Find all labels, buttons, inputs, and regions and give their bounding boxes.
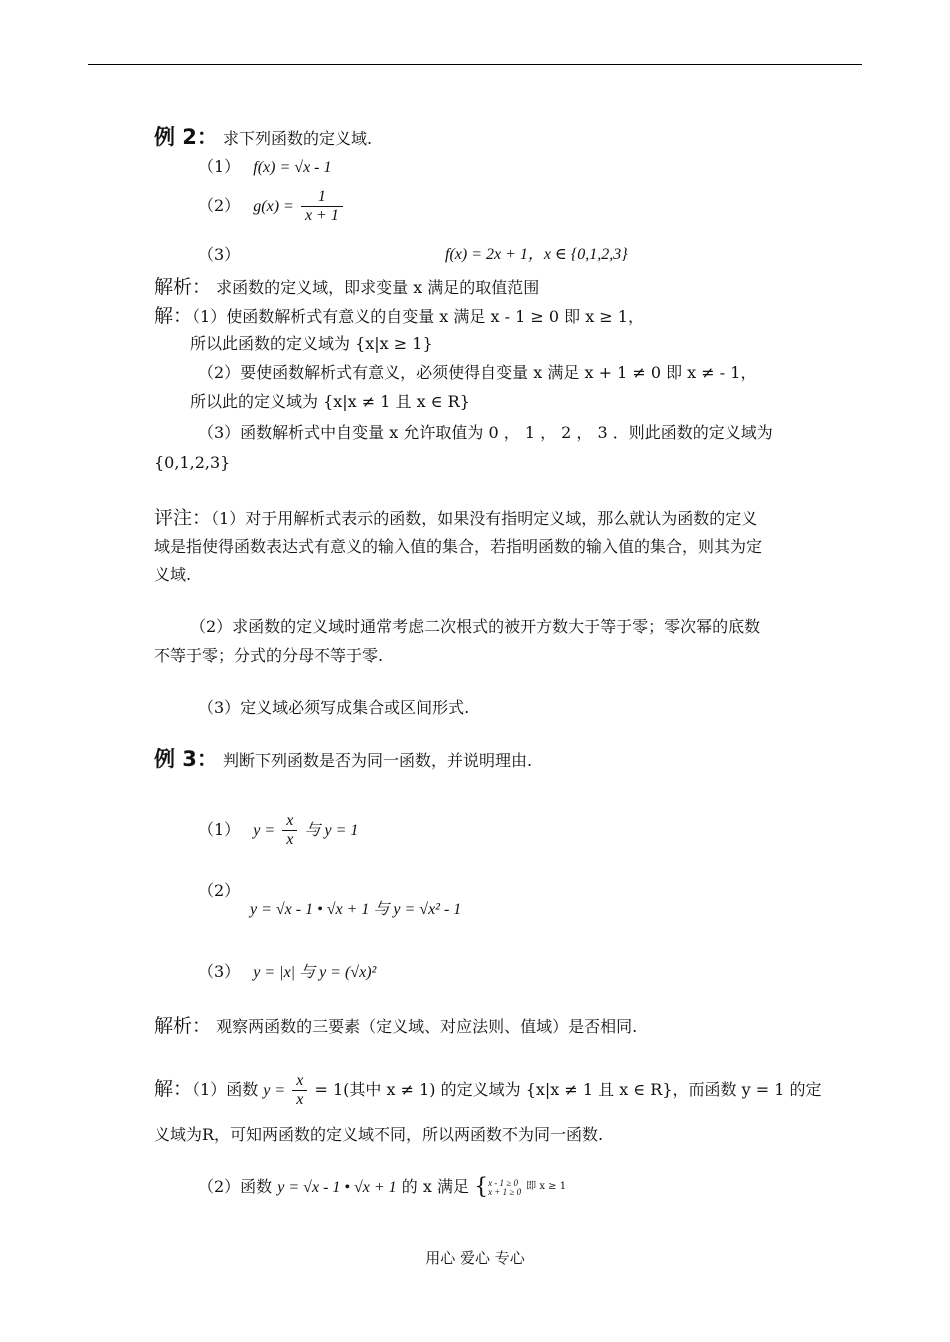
item-number: （2） xyxy=(198,881,241,900)
remark-text: （2）求函数的定义域时通常考虑二次根式的被开方数大于等于零；零次幂的底数 xyxy=(190,617,761,636)
solution-label: 解： xyxy=(154,1078,193,1100)
example-2-solution-3 xyxy=(198,422,773,444)
fraction xyxy=(292,1072,307,1109)
example-2-solution-3b xyxy=(154,452,230,474)
solution-text: {0,1,2,3} xyxy=(154,453,231,472)
remark-line-3 xyxy=(154,564,191,586)
math-expression: f(x) = √x - 1 xyxy=(253,159,332,176)
solution-text: = 1(其中 x ≠ 1) 的定义域为 {x|x ≠ 1 且 x ∈ R}，而函数 y = 1 的定 xyxy=(314,1080,822,1099)
fraction-numerator: x xyxy=(282,812,297,831)
math-expression: y = xyxy=(263,1082,286,1099)
solution-text: （1）函数 xyxy=(192,1080,259,1099)
remark-text: （3）定义域必须写成集合或区间形式. xyxy=(198,698,470,717)
example-2-heading xyxy=(154,126,372,150)
item-number: （1） xyxy=(198,157,241,176)
fraction xyxy=(282,812,297,849)
math-expression: 与 y = 1 xyxy=(304,822,359,839)
example-2-item-1 xyxy=(198,156,332,179)
example-2-solution-2b xyxy=(190,391,470,413)
solution-text: 所以此的定义域为 {x|x ≠ 1 且 x ∈ R} xyxy=(190,392,470,411)
remark-line-1 xyxy=(154,507,757,530)
solution-text: （2）要使函数解析式有意义，必须使得自变量 x 满足 x + 1 ≠ 0 即 x ≠ - 1， xyxy=(198,363,757,382)
example-3-solution-1 xyxy=(154,1072,821,1109)
fraction-denominator: x xyxy=(286,831,294,848)
solution-text: 义域为R，可知两函数的定义域不同，所以两函数不为同一函数. xyxy=(154,1125,604,1144)
remark-line-5 xyxy=(154,645,383,667)
math-expression: f(x) = 2x + 1，x ∈ {0,1,2,3} xyxy=(445,246,628,263)
remark-line-4 xyxy=(190,616,760,638)
example-3-prompt: 判断下列函数是否为同一函数，并说明理由. xyxy=(223,751,533,770)
example-3-item-2-number xyxy=(198,880,240,902)
example-3-item-3 xyxy=(198,961,376,984)
solution-text: 所以此函数的定义域为 {x|x ≥ 1} xyxy=(190,334,433,353)
analysis-label: 解析： xyxy=(154,1015,212,1037)
analysis-text: 求函数的定义域，即求变量 x 满足的取值范围 xyxy=(216,278,540,297)
remark-label: 评注： xyxy=(154,507,212,529)
example-3-analysis xyxy=(154,1015,637,1038)
inequality-system xyxy=(488,1179,521,1197)
remark-text: 义域. xyxy=(154,565,192,584)
example-3-item-2 xyxy=(250,898,461,921)
math-expression: y = √x - 1 • √x + 1 与 y = √x² - 1 xyxy=(250,901,462,918)
example-3-solution-1b xyxy=(154,1124,603,1146)
fraction-numerator: x xyxy=(292,1072,307,1091)
item-number: （3） xyxy=(198,962,241,981)
math-expression: g(x) = xyxy=(253,198,294,215)
item-number: （3） xyxy=(198,245,241,264)
solution-text: （3）函数解析式中自变量 x 允许取值为 0 ， 1 ， 2 ， 3 ．则此函数的定义域为 xyxy=(198,423,773,442)
example-2-solution-1 xyxy=(154,305,644,328)
item-number: （1） xyxy=(198,820,241,839)
page-footer: 用心 爱心 专心 xyxy=(425,1249,525,1267)
solution-label: 解： xyxy=(154,305,193,327)
brace-glyph: { xyxy=(474,1174,489,1200)
remark-text: （1）对于用解析式表示的函数，如果没有指明定义域，那么就认为函数的定义 xyxy=(211,509,758,528)
fraction xyxy=(301,188,343,225)
inequality-row: x + 1 ≥ 0 xyxy=(488,1186,522,1197)
remark-text: 域是指使得函数表达式有意义的输入值的集合，若指明函数的输入值的集合，则其为定 xyxy=(154,537,763,556)
math-expression: y = xyxy=(253,822,276,839)
remark-text: 不等于零；分式的分母不等于零. xyxy=(154,646,384,665)
solution-text: （1）使函数解析式有意义的自变量 x 满足 x - 1 ≥ 0 即 x ≥ 1， xyxy=(192,307,644,326)
example-3-title: 例 3： xyxy=(154,747,218,771)
inequality-row: x - 1 ≥ 0 xyxy=(488,1177,518,1188)
solution-text: （2）函数 xyxy=(198,1177,273,1196)
solution-text: 即 x ≥ 1 xyxy=(526,1181,567,1192)
analysis-text: 观察两函数的三要素（定义域、对应法则、值域）是否相同. xyxy=(216,1017,638,1036)
example-2-prompt: 求下列函数的定义域. xyxy=(223,129,373,148)
example-3-heading xyxy=(154,748,532,772)
remark-line-2 xyxy=(154,536,762,558)
example-2-item-3 xyxy=(198,244,628,266)
example-2-analysis xyxy=(154,276,539,299)
remark-line-6 xyxy=(198,697,469,719)
example-2-item-2 xyxy=(198,188,345,225)
example-2-title: 例 2： xyxy=(154,125,218,149)
item-number: （2） xyxy=(198,196,241,215)
fraction-denominator: x + 1 xyxy=(304,207,339,224)
fraction-numerator: 1 xyxy=(301,188,343,207)
math-expression: y = |x| 与 y = (√x)² xyxy=(253,964,377,981)
analysis-label: 解析： xyxy=(154,276,212,298)
example-2-solution-2 xyxy=(198,362,756,384)
example-3-item-1 xyxy=(198,812,358,849)
solution-text: 的 x 满足 xyxy=(401,1177,469,1196)
math-expression: y = √x - 1 • √x + 1 xyxy=(277,1179,397,1196)
example-2-solution-1b xyxy=(190,333,433,355)
fraction-denominator: x xyxy=(296,1091,304,1108)
example-3-solution-2 xyxy=(198,1176,566,1199)
header-rule xyxy=(88,64,862,65)
